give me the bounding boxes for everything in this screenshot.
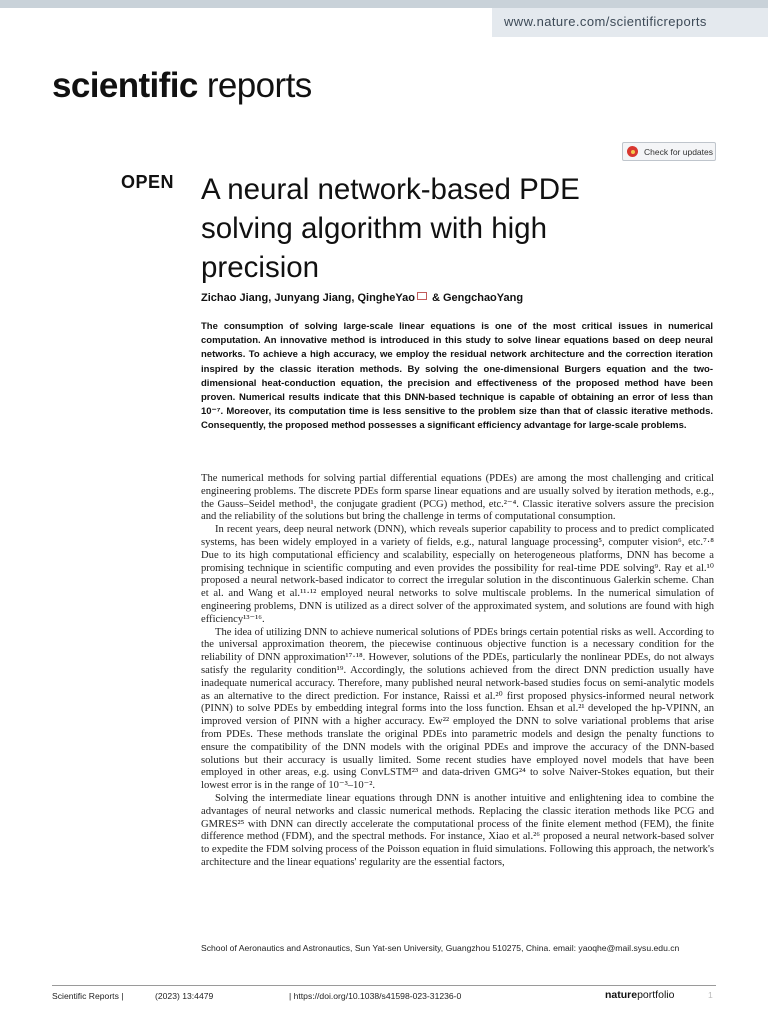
author-list [201, 292, 523, 304]
authors-names: Zichao Jiang, Junyang Jiang, QingheYao [201, 292, 415, 304]
affiliation: School of Aeronautics and Astronautics, Sun Yat-sen University, Guangzhou 510275, China. email: yaoqhe@mail.sysu.edu.cn [201, 943, 680, 953]
crossmark-icon [627, 146, 638, 157]
journal-name-light: reports [197, 66, 312, 105]
abstract: The consumption of solving large-scale linear equations is one of the most critical issues in numerical computation. An innovative method is introduced in this study to solve linear equations based on deep neural networks. To achieve a high accuracy, we employ the residual network architecture and the correction iteration inspired by the classic iteration methods. By solving the one-dimensional Burgers equation and the two-dimensional heat-conduction equation, the precision and effectiveness of the proposed method have been proven. Numerical results indicate that this DNN-based technique is capable of obtaining an error of less than 10⁻⁷. Moreover, its computation time is less sensitive to the problem size than that of classic iterative methods. Consequently, the proposed method possesses a significant efficiency advantage for large-scale problems. [201, 321, 713, 432]
publisher-light: portfolio [637, 989, 675, 1001]
page-number: 1 [708, 990, 713, 1000]
journal-url-tab[interactable] [492, 8, 768, 37]
body-paragraph: The numerical methods for solving partial differential equations (PDEs) are among the most challenging and critical engineering problems. The discrete PDEs form sparse linear equations and are usually solved by iteration methods, e.g., the Gauss–Seidel method¹, the conjugate gradient (PCG) method, etc.²⁻⁴. Classic iterative solvers assure the precision and the reliability of the solutions but bring the challenge in terms of computational consumption. [201, 473, 714, 523]
journal-url[interactable]: www.nature.com/scientificreports [504, 14, 707, 29]
journal-masthead [52, 66, 312, 106]
envelope-icon[interactable] [417, 292, 427, 300]
check-updates-button[interactable] [622, 142, 716, 161]
footer-journal: Scientific Reports | [52, 991, 124, 1001]
article-title: A neural network-based PDE solving algorithm with high precision [201, 173, 580, 284]
top-bar [0, 0, 768, 8]
check-updates-label: Check for updates [644, 146, 713, 157]
footer-volume: (2023) 13:4479 [155, 991, 214, 1001]
article-body [201, 473, 714, 870]
footer-doi-link[interactable]: | https://doi.org/10.1038/s41598-023-31236-0 [289, 991, 462, 1001]
body-paragraph: In recent years, deep neural network (DNN), which reveals superior capability to process and to predict complicated systems, has been widely employed in a variety of fields, e.g., natural language processing⁵, computer vision⁶, etc.⁷·⁸ Due to its high computational efficiency and scalability, especially on heterogeneous platforms, DNN has become a promising technique in scientific computing and even provides the possibility for real-time PDE solving⁹. Ray et al.¹⁰ proposed a neural network-based indicator to correct the irregular solution in the discontinuous Galerkin scheme. Chan et al. and Wang et al.¹¹·¹² employed neural networks to solve multiscale problems. In the numerical simulation of engineering problems, DNN is utilized as a direct solver of the approximated system, and solutions are found with high efficiency¹³⁻¹⁶. [201, 524, 714, 625]
journal-name-bold: scientific [52, 66, 198, 105]
publisher-logo [605, 989, 674, 1001]
open-access-label: OPEN [121, 172, 175, 192]
footer-divider [52, 985, 716, 986]
body-paragraph: Solving the intermediate linear equations through DNN is another intuitive and enlightening idea to combine the advantages of neural networks and classic numerical methods. Replacing the classic iteration methods like PCG and GMRES²⁵ with DNN can directly accelerate the computational process of the finite element method (FEM), the finite difference method (FDM), and the spectral methods. For instance, Xiao et al.²⁶ proposed a neural network-based solver to expedite the FDM solving process of the Poisson equation in fluid simulations. Following this approach, the network's architecture and the linear equations' regularity are the essential factors, [201, 792, 715, 868]
authors-names-rest: & GengchaoYang [428, 292, 524, 304]
body-paragraph: The idea of utilizing DNN to achieve numerical solutions of PDEs brings certain potential risks as well. According to the universal approximation theorem, the piecewise continuous objective function is a necessary condition for the reliability of DNN approximation¹⁷·¹⁸. However, solutions of the PDEs, particularly the nonlinear PDEs, do not always satisfy the regularity condition¹⁹. Accordingly, the solutions achieved from the direct DNN prediction usually have inadequate numerical accuracy. Therefore, many published neural network-based studies focus on semi-analytic models as an alternative to the direct prediction. For instance, Raissi et al.²⁰ first proposed physics-informed neural network (PINN) to solve PDEs by embedding integral forms into the loss function. Ehsan et al.²¹ developed the hp-VPINN, an improved version of PINN with a higher accuracy. Ew²² employed the DNN to solve variational problems that arise from PDEs. These methods translate the original PDEs into parametric models and design the penalty functions to ensure the compatibility of the DNN models with the original PDEs and improve the accuracy of the DNN-based solutions but their accuracy is usually limited. Some recent studies have employed novel models that have been employed in other areas, e.g. using ConvLSTM²³ and data-driven GMG²⁴ to solve Naiver-Stokes equation, but their lowest error is in the range of 10⁻³–10⁻². [201, 626, 714, 792]
publisher-bold: nature [605, 989, 638, 1001]
